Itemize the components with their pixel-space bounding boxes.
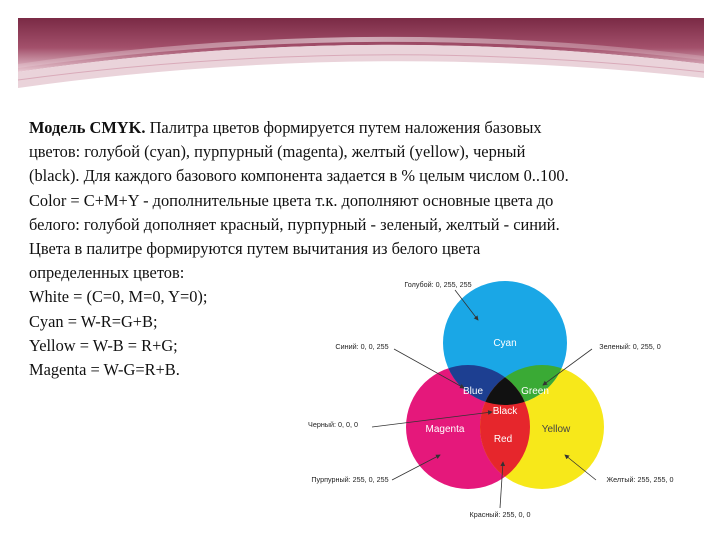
text-line: Cyan = W-R=G+B;	[29, 311, 158, 331]
yellow-label: Yellow	[541, 424, 571, 435]
text-line: Yellow = W-B = R+G;	[29, 335, 178, 355]
text-line: Цвета в палитре формируются путем вычитания из белого цвета	[29, 239, 481, 259]
black-label: Black	[492, 406, 518, 417]
magenta-label: Magenta	[425, 424, 465, 435]
text-line: (black). Для каждого базового компонента задается в % целым числом 0..100.	[29, 166, 569, 186]
text-line: Палитра цветов формируется путем наложения базовых	[145, 118, 542, 137]
cmyk-diagram	[290, 272, 700, 534]
slide-banner	[0, 0, 720, 110]
callout-red: Красный: 255, 0, 0	[469, 510, 531, 519]
callout-blue: Синий: 0, 0, 255	[335, 342, 389, 351]
model-heading: Модель CMYK.	[29, 118, 146, 137]
callout-green: Зеленый: 0, 255, 0	[599, 342, 661, 351]
first-line	[29, 116, 699, 140]
callout-cyan: Голубой: 0, 255, 255	[404, 280, 472, 289]
red-label: Red	[493, 434, 513, 445]
callout-yellow: Желтый: 255, 255, 0	[606, 475, 674, 484]
blue-label: Blue	[462, 386, 484, 397]
text-line: определенных цветов:	[29, 263, 185, 283]
text-line: White = (C=0, M=0, Y=0);	[29, 287, 208, 307]
green-label: Green	[521, 386, 549, 397]
text-line: белого: голубой дополняет красный, пурпурный - зеленый, желтый - синий.	[29, 214, 560, 234]
callout-black: Черный: 0, 0, 0	[308, 420, 358, 429]
text-line: Magenta = W-G=R+B.	[29, 360, 180, 380]
cyan-label: Cyan	[493, 338, 517, 349]
callout-magenta: Пурпурный: 255, 0, 255	[311, 475, 389, 484]
text-line: цветов: голубой (cyan), пурпурный (magenta), желтый (yellow), черный	[29, 142, 526, 162]
text-line: Color = C+M+Y - дополнительные цвета т.к. дополняют основные цвета до	[29, 190, 554, 210]
